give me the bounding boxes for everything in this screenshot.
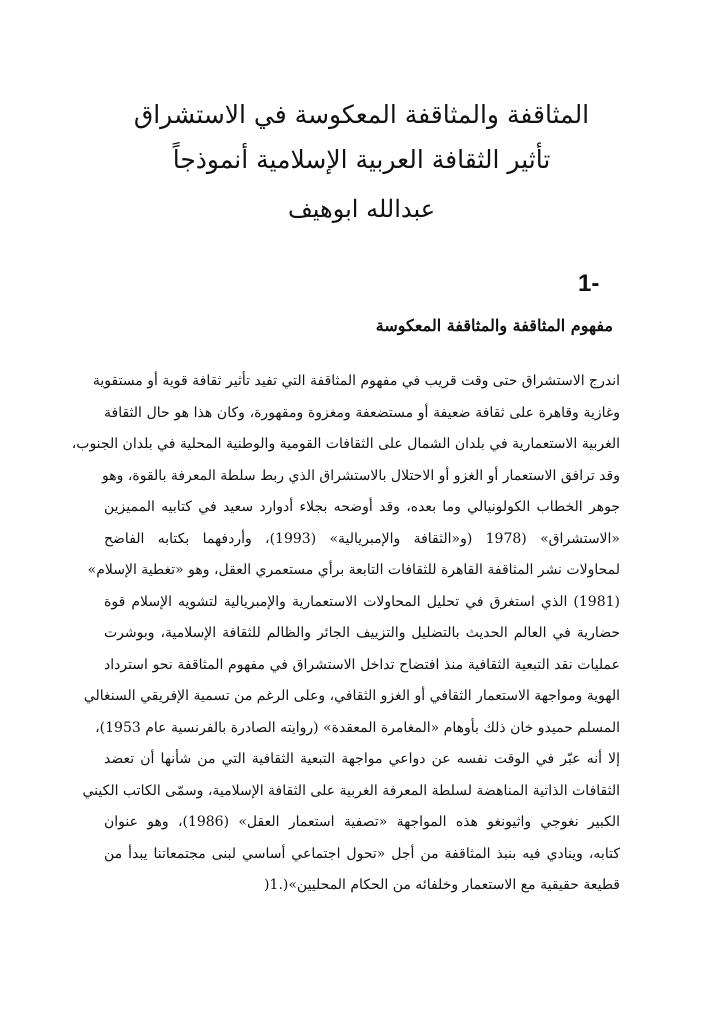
paragraph-line: وقد ترافق الاستعمار أو الغزو أو الاحتلال بالاستشراق الذي ربط سلطة المعرفة بالقوة، وهو <box>102 467 620 484</box>
paragraph-line: عمليات نقد التبعية الثقافية منذ افتضاح تداخل الاستشراق في مفهوم المثاقفة نحو استرداد <box>104 656 620 673</box>
paragraph-line: «الاستشراق» (1978 (و«الثقافة والإمبريالية» (1993)، وأردفهما بكتابه الفاضح <box>104 530 620 547</box>
paragraph-line: لمحاولات نشر المثاقفة القاهرة للثقافات التابعة برأي مستعمري العقل، وهو «تغطية الإسلام» <box>87 562 620 578</box>
body-paragraph <box>71 366 620 902</box>
paragraph-line: الهوية ومواجهة الاستعمار الثقافي أو الغزو الثقافي، وعلى الرغم من تسمية الإفريقي السنغالي <box>83 688 620 704</box>
paragraph-line: وغازية وقاهرة على ثقافة ضعيفة أو مستضعفة ومغزوة ومقهورة، وكان هذا هو حال الثقافة <box>104 404 620 421</box>
paragraph-line: اندرج الاستشراق حتى وقت قريب في مفهوم المثاقفة التي تفيد تأثير ثقافة قوية أو مستقوية <box>92 373 620 389</box>
paragraph-line: المسلم حميدو خان ذلك بأوهام «المغامرة المعقدة» (روايته الصادرة بالفرنسية عام 1953)، <box>95 719 620 736</box>
section-heading: مفهوم المثاقفة والمثاقفة المعكوسة <box>375 316 613 335</box>
paragraph-line: كتابه، وينادي فيه بنبذ المثاقفة من أجل «تحول اجتماعي أساسي لبنى مجتمعاتنا يبدأ من <box>104 845 620 862</box>
author-name: عبدالله ابوهيف <box>287 195 436 223</box>
paragraph-line: حضارية في العالم الحديث بالتضليل والتزييف الجائر والظالم للثقافة الإسلامية، وبوشرت <box>104 625 620 641</box>
paragraph-line: (1981) الذي استغرق في تحليل المحاولات الاستعمارية والإمبريالية لتشويه الإسلام قوة <box>104 593 620 610</box>
section-number: 1- <box>578 270 600 297</box>
paragraph-line: الكبير نغوجي واثيونغو هذه المواجهة «تصفية استعمار العقل» (1986)، وهو عنوان <box>104 814 620 830</box>
document-title: المثاقفة والمثاقفة المعكوسة في الاستشراق <box>133 100 590 129</box>
paragraph-line: إلا أنه عبّر في الوقت نفسه عن دواعي مواجهة التبعية الثقافية التي من شأنها أن تعضد <box>104 751 620 767</box>
paragraph-line: الغربية الاستعمارية في بلدان الشمال على الثقافات القومية والوطنية المحلية في بلدان الجنوب، <box>71 436 620 452</box>
paragraph-line: قطيعة حقيقية مع الاستعمار وخلفائه من الحكام المحليين»(.1( <box>264 877 620 893</box>
paragraph-line: جوهر الخطاب الكولونيالي وما بعده، وقد أوضحه بجلاء أدوارد سعيد في كتابيه المميزين <box>104 499 620 515</box>
document-subtitle: تأثير الثقافة العربية الإسلامية أنموذجاً <box>172 145 551 174</box>
paragraph-line: الثقافات الذاتية المناهضة لسلطة المعرفة الغربية على الثقافة الإسلامية، وسمّى الكاتب الكيني <box>82 782 620 799</box>
